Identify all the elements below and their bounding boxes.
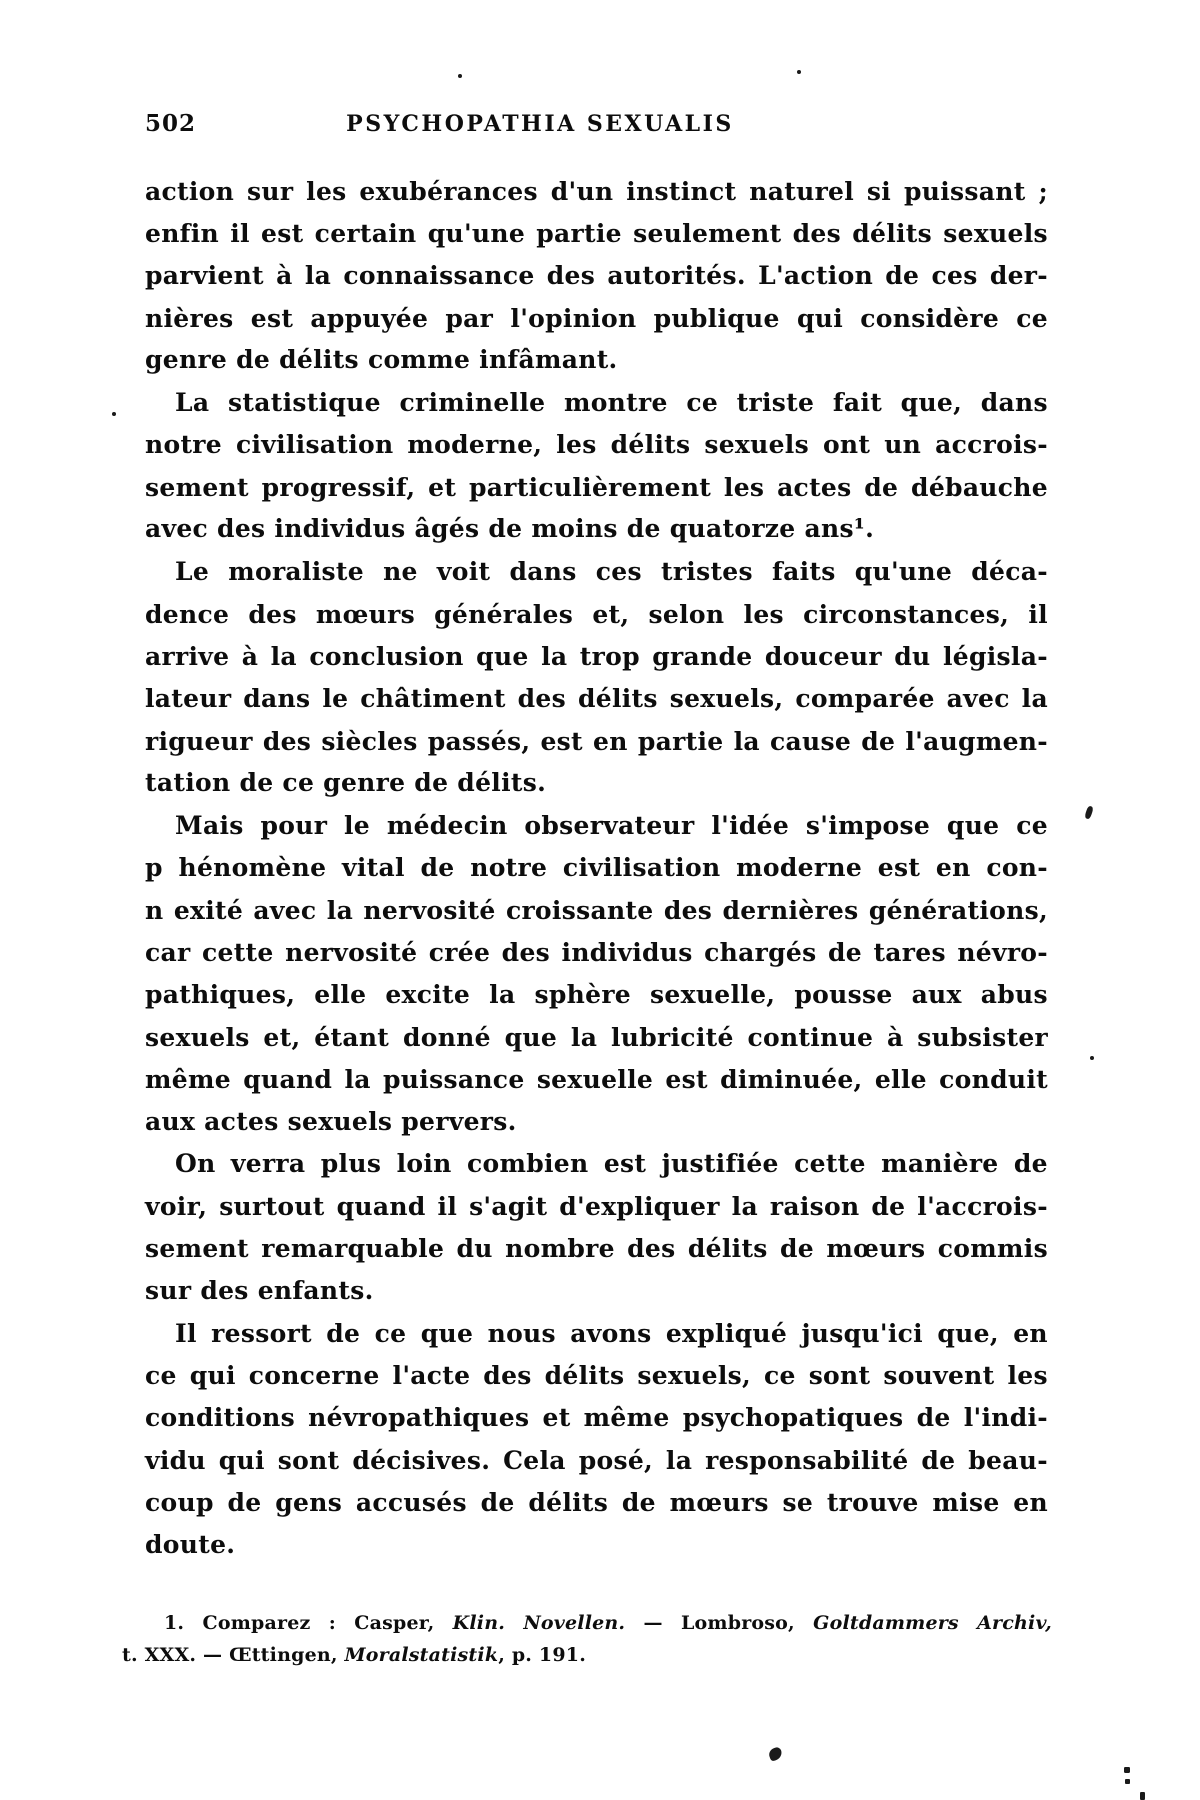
body-text xyxy=(145,170,1048,1566)
text-line: La statistique criminelle montre ce triste fait que, dans xyxy=(175,388,1048,418)
text-line: conditions névropathiques et même psychopatiques de l'indi- xyxy=(145,1403,1048,1433)
footnote-line: t. XXX. — Œttingen, Moralstatistik, p. 191. xyxy=(122,1644,587,1666)
text-line: Mais pour le médecin observateur l'idée s'impose que ce xyxy=(175,811,1048,841)
page-number: 502 xyxy=(145,110,197,137)
text-line: tation de ce genre de délits. xyxy=(145,768,547,798)
text-line: nières est appuyée par l'opinion publique qui considère ce xyxy=(145,303,1048,333)
text-line: coup de gens accusés de délits de mœurs se trouve mise en xyxy=(145,1487,1048,1517)
text-line: car cette nervosité crée des individus chargés de tares névro- xyxy=(145,937,1048,967)
ink-speck xyxy=(797,70,801,74)
text-line: Il ressort de ce que nous avons expliqué jusqu'ici que, en xyxy=(175,1318,1048,1348)
text-line: lateur dans le châtiment des délits sexuels, comparée avec la xyxy=(145,684,1048,714)
text-line: pathiques, elle excite la sphère sexuelle, pousse aux abus xyxy=(145,980,1048,1010)
running-title: PSYCHOPATHIA SEXUALIS xyxy=(346,111,734,137)
text-line: genre de délits comme infâmant. xyxy=(145,345,618,375)
ink-speck xyxy=(1125,1779,1130,1784)
text-line: avec des individus âgés de moins de quatorze ans¹. xyxy=(145,514,875,544)
text-line: enfin il est certain qu'une partie seulement des délits sexuels xyxy=(145,218,1048,248)
text-line: même quand la puissance sexuelle est diminuée, elle conduit xyxy=(145,1064,1048,1094)
text-line: rigueur des siècles passés, est en partie la cause de l'augmen- xyxy=(145,726,1048,756)
text-line: On verra plus loin combien est justifiée cette manière de xyxy=(175,1149,1048,1179)
footnote xyxy=(122,1606,1052,1672)
text-line: sur des enfants. xyxy=(145,1275,374,1305)
text-line: Le moraliste ne voit dans ces tristes faits qu'une déca- xyxy=(175,557,1048,587)
ink-speck xyxy=(1084,805,1094,819)
ink-speck xyxy=(112,412,116,416)
ink-speck xyxy=(458,74,462,78)
ink-speck xyxy=(1124,1767,1130,1773)
text-line: voir, surtout quand il s'agit d'expliquer la raison de l'accrois- xyxy=(145,1191,1048,1221)
text-line: doute. xyxy=(145,1529,236,1559)
text-line: arrive à la conclusion que la trop grande douceur du législa- xyxy=(145,641,1048,671)
text-line: aux actes sexuels pervers. xyxy=(145,1106,517,1136)
text-line: p hénomène vital de notre civilisation moderne est en con- xyxy=(145,853,1048,883)
text-line: parvient à la connaissance des autorités. L'action de ces der- xyxy=(145,261,1048,291)
ink-speck xyxy=(1140,1792,1145,1800)
text-line: sement progressif, et particulièrement les actes de débauche xyxy=(145,472,1048,502)
ink-speck xyxy=(1090,1056,1094,1060)
text-line: ce qui concerne l'acte des délits sexuels, ce sont souvent les xyxy=(145,1360,1048,1390)
text-line: sexuels et, étant donné que la lubricité continue à subsister xyxy=(145,1022,1048,1052)
text-line: dence des mœurs générales et, selon les circonstances, il xyxy=(145,599,1048,629)
text-line: sement remarquable du nombre des délits de mœurs commis xyxy=(145,1234,1048,1264)
text-line: n exité avec la nervosité croissante des dernières générations, xyxy=(145,895,1048,925)
text-line: action sur les exubérances d'un instinct naturel si puissant ; xyxy=(145,176,1048,206)
text-line: vidu qui sont décisives. Cela posé, la responsabilité de beau- xyxy=(145,1445,1048,1475)
text-line: notre civilisation moderne, les délits sexuels ont un accrois- xyxy=(145,430,1048,460)
footnote-line: 1. Comparez : Casper, Klin. Novellen. — Lombroso, Goltdammers Archiv, xyxy=(164,1611,1052,1634)
ink-speck xyxy=(767,1746,783,1762)
